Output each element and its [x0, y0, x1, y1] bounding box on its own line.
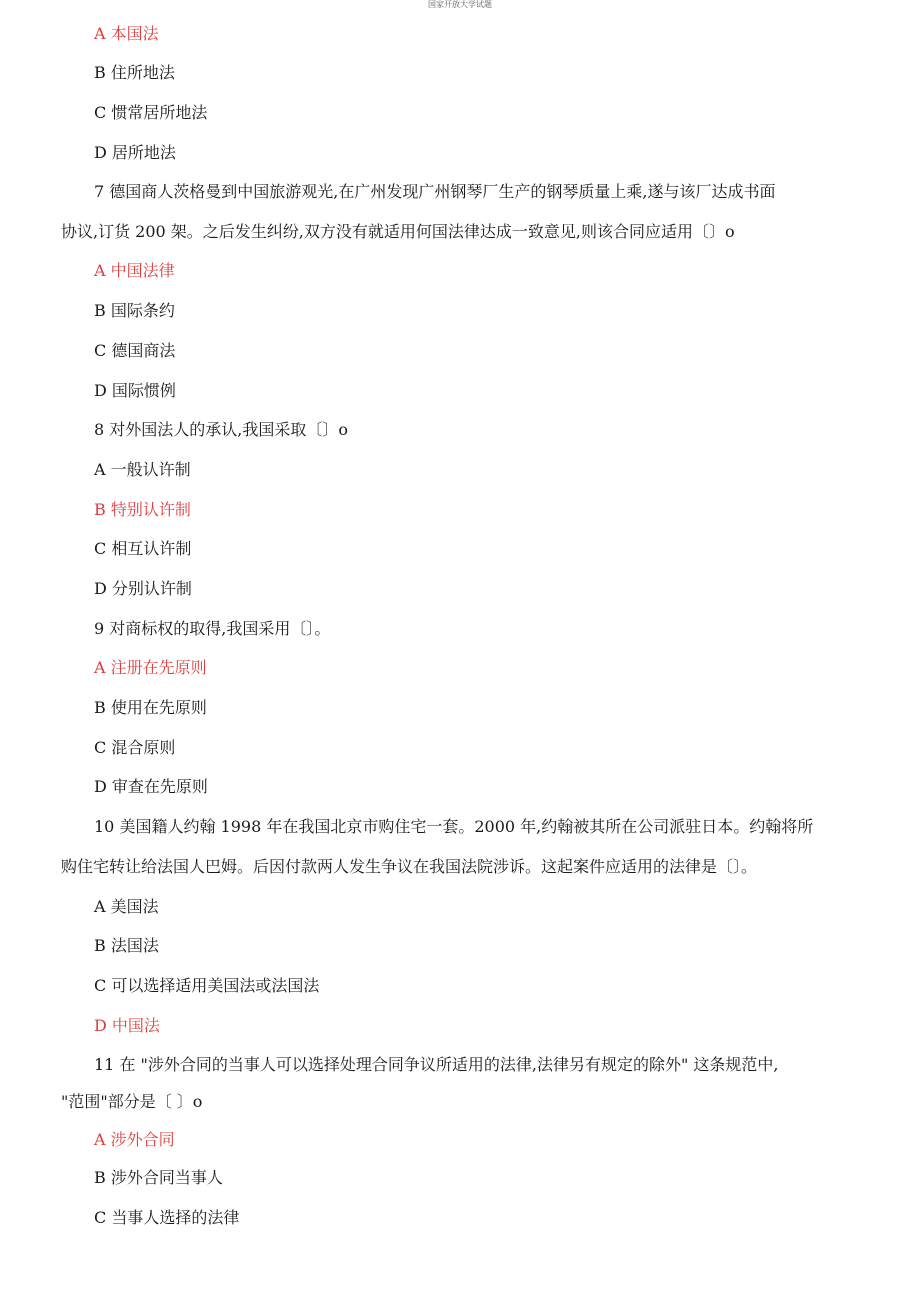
option-line: D 审查在先原则 — [94, 777, 208, 796]
option-line: D 国际惯例 — [94, 381, 176, 400]
question-line: 8 对外国法人的承认,我国采取〔〕o — [94, 420, 348, 439]
option-line: B 涉外合同当事人 — [94, 1168, 223, 1187]
option-line: A 美国法 — [94, 897, 159, 916]
page-header: 国家开放大学试题 — [428, 0, 492, 9]
question-line: 协议,订货 200 架。之后发生纠纷,双方没有就适用何国法律达成一致意见,则该合同应适用〔〕o — [61, 222, 735, 241]
option-line: A 本国法 — [94, 24, 159, 43]
option-line: B 国际条约 — [94, 301, 175, 320]
question-line: 11 在 "涉外合同的当事人可以选择处理合同争议所适用的法律,法律另有规定的除外" 这条规范中, — [94, 1055, 779, 1074]
option-line: A 中国法律 — [94, 261, 175, 280]
option-line: D 居所地法 — [94, 143, 176, 162]
option-line: B 住所地法 — [94, 63, 175, 82]
option-line: C 惯常居所地法 — [94, 103, 208, 122]
option-line: D 中国法 — [94, 1016, 160, 1035]
option-line: B 法国法 — [94, 936, 159, 955]
option-line: C 德国商法 — [94, 341, 176, 360]
question-line: "范围"部分是〔 〕o — [61, 1092, 203, 1111]
question-line: 10 美国籍人约翰 1998 年在我国北京市购住宅一套。2000 年,约翰被其所在公司派驻日本。约翰将所 — [94, 817, 814, 836]
option-line: A 涉外合同 — [94, 1130, 175, 1149]
option-line: C 可以选择适用美国法或法国法 — [94, 976, 320, 995]
option-line: B 特别认许制 — [94, 500, 191, 519]
question-line: 7 德国商人茨格曼到中国旅游观光,在广州发现广州钢琴厂生产的钢琴质量上乘,遂与该厂达成书面 — [94, 182, 776, 201]
option-line: A 注册在先原则 — [94, 658, 207, 677]
option-line: C 相互认许制 — [94, 539, 192, 558]
option-line: B 使用在先原则 — [94, 698, 207, 717]
option-line: D 分别认许制 — [94, 579, 192, 598]
question-line: 购住宅转让给法国人巴姆。后因付款两人发生争议在我国法院涉诉。这起案件应适用的法律是〔〕。 — [61, 857, 758, 876]
question-line: 9 对商标权的取得,我国采用〔〕。 — [94, 619, 331, 638]
option-line: A 一般认许制 — [94, 460, 191, 479]
option-line: C 当事人选择的法律 — [94, 1208, 240, 1227]
option-line: C 混合原则 — [94, 738, 176, 757]
